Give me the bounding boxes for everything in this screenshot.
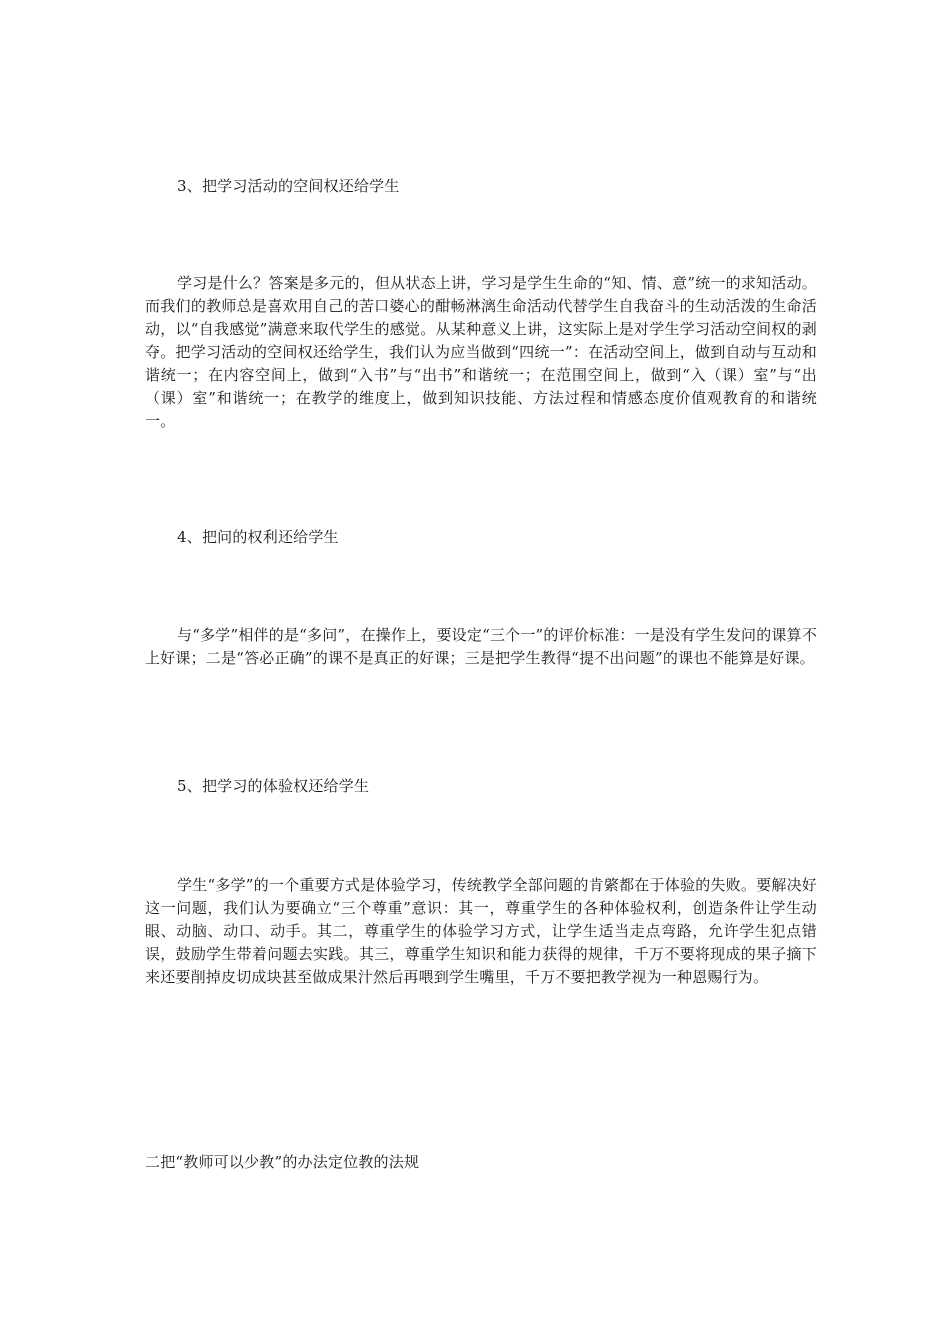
- section-3-heading: 3、把学习活动的空间权还给学生: [177, 177, 400, 195]
- part-two-heading: 二把“教师可以少教”的办法定位教的法规: [145, 1153, 420, 1171]
- section-4-paragraph: 与“多学”相伴的是“多问”，在操作上，要设定“三个一”的评价标准：一是没有学生发问的课算不上好课；二是“答必正确”的课不是真正的好课；三是把学生教得“提不出问题”的课也不能算是好课。: [145, 626, 818, 667]
- section-5-heading: 5、把学习的体验权还给学生: [177, 777, 370, 795]
- section-4-heading: 4、把问的权利还给学生: [177, 528, 339, 546]
- section-3-paragraph: 学习是什么？答案是多元的，但从状态上讲，学习是学生生命的“知、情、意”统一的求知活动。而我们的教师总是喜欢用自己的苦口婆心的酣畅淋漓生命活动代替学生自我奋斗的生动活泼的生命活动，以“自我感觉”满意来取代学生的感觉。从某种意义上讲，这实际上是对学生学习活动空间权的剥夺。把学习活动的空间权还给学生，我们认为应当做到“四统一”：在活动空间上，做到自动与互动和谐统一；在内容空间上，做到“入书”与“出书”和谐统一；在范围空间上，做到“入（课）室”与“出（课）室”和谐统一；在教学的维度上，做到知识技能、方法过程和情感态度价值观教育的和谐统一。: [145, 274, 817, 430]
- section-5-paragraph: 学生“多学”的一个重要方式是体验学习，传统教学全部问题的肯綮都在于体验的失败。要解决好这一问题，我们认为要确立“三个尊重”意识：其一，尊重学生的各种体验权利，创造条件让学生动眼、动脑、动口、动手。其二，尊重学生的体验学习方式，让学生适当走点弯路，允许学生犯点错误，鼓励学生带着问题去实践。其三，尊重学生知识和能力获得的规律，千万不要将现成的果子摘下来还要削掉皮切成块甚至做成果汁然后再喂到学生嘴里，千万不要把教学视为一种恩赐行为。: [145, 876, 817, 986]
